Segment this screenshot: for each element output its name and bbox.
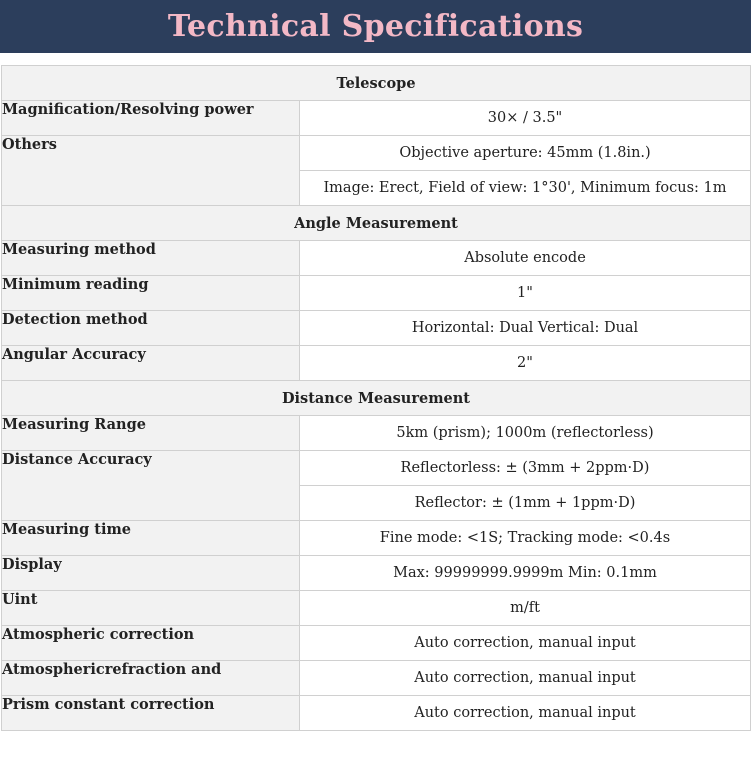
spec-label: Minimum reading xyxy=(2,276,300,311)
table-row xyxy=(2,451,751,486)
spec-label: Magnification/Resolving power xyxy=(2,101,300,136)
spec-label: Detection method xyxy=(2,311,300,346)
spec-label: Distance Accuracy xyxy=(2,451,300,521)
section-header-distance xyxy=(2,381,751,416)
spec-label: Measuring method xyxy=(2,241,300,276)
table-row xyxy=(2,241,751,276)
title-banner xyxy=(0,0,751,53)
spec-label: Angular Accuracy xyxy=(2,346,300,381)
spec-label: Display xyxy=(2,556,300,591)
spec-value: Objective aperture: 45mm (1.8in.) xyxy=(300,136,751,171)
spec-label: Measuring time xyxy=(2,521,300,556)
section-header-angle xyxy=(2,206,751,241)
table-row xyxy=(2,311,751,346)
section-title: Angle Measurement xyxy=(2,206,751,241)
table-row xyxy=(2,661,751,696)
section-header-telescope xyxy=(2,66,751,101)
spec-value: Absolute encode xyxy=(300,241,751,276)
spec-value: Reflectorless: ± (3mm + 2ppm·D) xyxy=(300,451,751,486)
section-title: Telescope xyxy=(2,66,751,101)
spec-value: 2" xyxy=(300,346,751,381)
spec-value: 5km (prism); 1000m (reflectorless) xyxy=(300,416,751,451)
spec-label: Prism constant correction xyxy=(2,696,300,731)
spec-value: Fine mode: <1S; Tracking mode: <0.4s xyxy=(300,521,751,556)
spec-label: Others xyxy=(2,136,300,206)
spec-value: m/ft xyxy=(300,591,751,626)
table-row xyxy=(2,416,751,451)
spec-value: Auto correction, manual input xyxy=(300,626,751,661)
spec-value: Horizontal: Dual Vertical: Dual xyxy=(300,311,751,346)
spec-value: 30× / 3.5" xyxy=(300,101,751,136)
spec-label: Uint xyxy=(2,591,300,626)
spec-value: 1" xyxy=(300,276,751,311)
section-title: Distance Measurement xyxy=(2,381,751,416)
spec-value: Image: Erect, Field of view: 1°30', Minimum focus: 1m xyxy=(300,171,751,206)
table-row xyxy=(2,101,751,136)
table-row xyxy=(2,556,751,591)
table-row xyxy=(2,626,751,661)
table-row xyxy=(2,591,751,626)
spec-label: Atmosphericrefraction and xyxy=(2,661,300,696)
table-row xyxy=(2,136,751,171)
table-row xyxy=(2,276,751,311)
spec-value: Reflector: ± (1mm + 1ppm·D) xyxy=(300,486,751,521)
spec-value: Max: 99999999.9999m Min: 0.1mm xyxy=(300,556,751,591)
spec-label: Atmospheric correction xyxy=(2,626,300,661)
page-title: Technical Specifications xyxy=(167,9,584,44)
table-row xyxy=(2,696,751,731)
spec-value: Auto correction, manual input xyxy=(300,696,751,731)
table-row xyxy=(2,346,751,381)
spec-value: Auto correction, manual input xyxy=(300,661,751,696)
table-row xyxy=(2,521,751,556)
spec-label: Measuring Range xyxy=(2,416,300,451)
specifications-table xyxy=(1,65,751,731)
